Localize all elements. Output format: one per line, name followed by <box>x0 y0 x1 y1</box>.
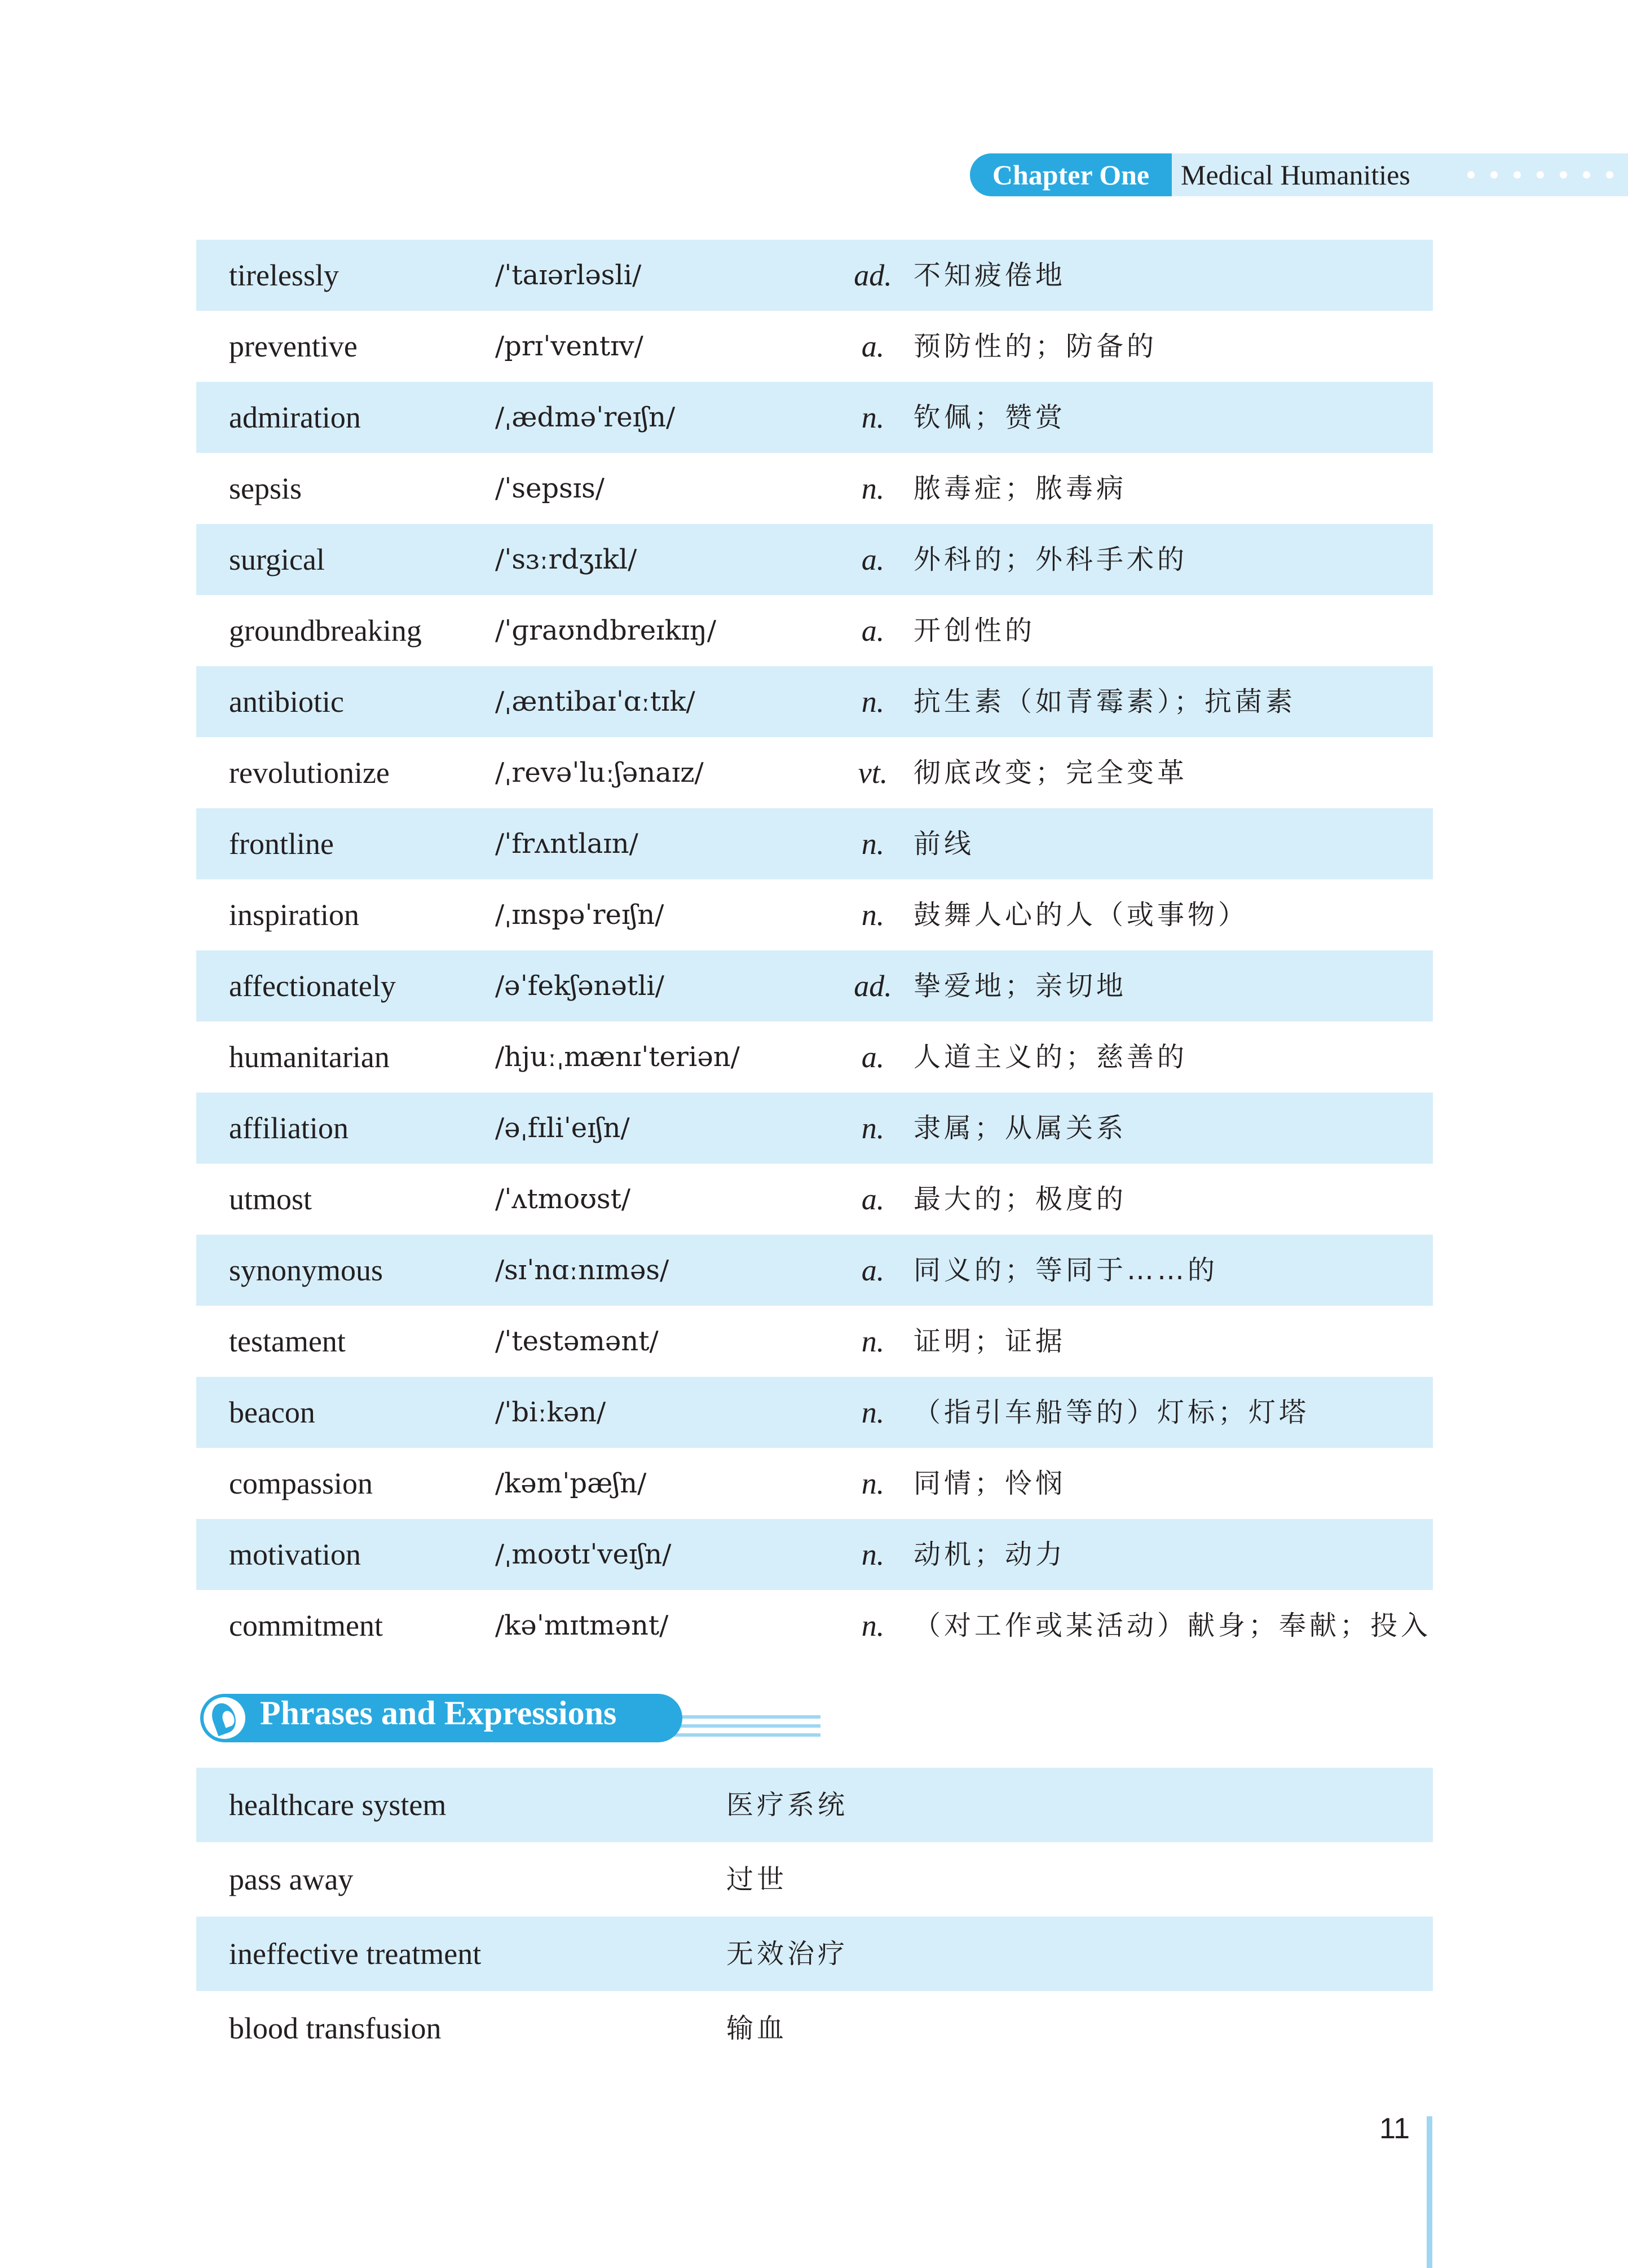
leaf-icon <box>204 1697 245 1739</box>
vocab-phonetic: /əˌfɪliˈeɪʃn/ <box>495 1112 630 1144</box>
vocab-phonetic: /ˈsepsɪs/ <box>495 473 605 504</box>
vocab-row <box>196 382 1433 453</box>
vocab-word: utmost <box>229 1182 312 1216</box>
vocab-phonetic: /ˌædməˈreɪʃn/ <box>495 402 676 433</box>
vocab-meaning: 抗生素（如青霉素）；抗菌素 <box>914 686 1296 717</box>
phrase-meaning: 无效治疗 <box>726 1938 849 1970</box>
vocab-phonetic: /ˈɡraʊndbreɪkɪŋ/ <box>495 615 717 646</box>
vocab-part-of-speech: n. <box>861 1395 885 1429</box>
vocab-part-of-speech: n. <box>861 685 885 719</box>
vocab-word: admiration <box>229 400 361 434</box>
vocab-meaning: 开创性的 <box>914 615 1036 646</box>
vocab-meaning: 脓毒症；脓毒病 <box>914 473 1127 504</box>
vocab-part-of-speech: a. <box>861 1253 885 1287</box>
vocab-row <box>196 1377 1433 1448</box>
vocab-part-of-speech: n. <box>861 1324 885 1358</box>
vocab-meaning: 钦佩；赞赏 <box>914 402 1066 433</box>
vocab-word: compassion <box>229 1467 373 1500</box>
vocab-word: antibiotic <box>229 685 344 719</box>
vocab-part-of-speech: a. <box>861 1182 885 1216</box>
vocab-part-of-speech: n. <box>861 1467 885 1500</box>
vocab-part-of-speech: a. <box>861 329 885 363</box>
vocab-meaning: 证明；证据 <box>914 1325 1066 1357</box>
chapter-label: Chapter One <box>970 153 1172 196</box>
vocab-word: groundbreaking <box>229 614 422 648</box>
vocab-word: beacon <box>229 1395 315 1429</box>
vocab-part-of-speech: ad. <box>854 969 892 1003</box>
vocab-phonetic: /ˌɪnspəˈreɪʃn/ <box>495 899 664 931</box>
vocab-part-of-speech: n. <box>861 1538 885 1571</box>
vocab-phonetic: /kəˈmɪtmənt/ <box>495 1610 669 1641</box>
vocab-meaning: 同义的；等同于……的 <box>914 1254 1219 1286</box>
vocab-word: frontline <box>229 827 334 861</box>
vocab-phonetic: /ˈbiːkən/ <box>495 1397 606 1428</box>
vocab-row <box>196 950 1433 1021</box>
vocab-phonetic: /ˌæntibaɪˈɑːtɪk/ <box>495 686 695 717</box>
vocab-row <box>196 1164 1433 1235</box>
vocab-row <box>196 311 1433 382</box>
vocab-row <box>196 1519 1433 1590</box>
vocab-word: testament <box>229 1324 346 1358</box>
vocab-row <box>196 595 1433 666</box>
vocab-row <box>196 666 1433 737</box>
vocab-word: revolutionize <box>229 756 390 790</box>
vocab-part-of-speech: vt. <box>858 756 888 790</box>
phrase-meaning: 医疗系统 <box>726 1789 849 1821</box>
vocab-meaning: 人道主义的；慈善的 <box>914 1041 1188 1073</box>
vocab-part-of-speech: n. <box>861 827 885 861</box>
vocab-word: affiliation <box>229 1111 348 1145</box>
vocab-part-of-speech: a. <box>861 614 885 648</box>
vocab-word: inspiration <box>229 898 359 932</box>
vocab-row <box>196 879 1433 950</box>
vocab-word: surgical <box>229 543 325 576</box>
vocab-word: tirelessly <box>229 258 339 292</box>
vocab-part-of-speech: a. <box>861 543 885 576</box>
vocab-phonetic: /əˈfekʃənətli/ <box>495 970 664 1002</box>
vocab-part-of-speech: n. <box>861 400 885 434</box>
vocab-word: preventive <box>229 329 358 363</box>
vocab-meaning: 外科的；外科手术的 <box>914 544 1188 575</box>
vocab-row <box>196 808 1433 879</box>
vocab-phonetic: /hjuːˌmænɪˈteriən/ <box>495 1041 740 1073</box>
vocab-row <box>196 1021 1433 1093</box>
vocab-phonetic: /sɪˈnɑːnɪməs/ <box>495 1254 669 1286</box>
vocab-meaning: 同情；怜悯 <box>914 1468 1066 1499</box>
vocab-row <box>196 524 1433 595</box>
vocab-word: sepsis <box>229 472 302 505</box>
chapter-title: Medical Humanities <box>1181 159 1410 191</box>
vocab-meaning: （指引车船等的）灯标；灯塔 <box>914 1397 1310 1428</box>
vocab-word: commitment <box>229 1609 383 1642</box>
vocab-phonetic: /ˈʌtmoʊst/ <box>495 1183 631 1215</box>
vocab-row <box>196 1306 1433 1377</box>
phrase-text: blood transfusion <box>229 2011 442 2045</box>
phrase-meaning: 过世 <box>726 1864 788 1895</box>
vocab-phonetic: /prɪˈventɪv/ <box>495 331 643 362</box>
vocab-meaning: 不知疲倦地 <box>914 259 1066 291</box>
phrases-table <box>196 1768 1433 2066</box>
phrase-row <box>196 1991 1433 2066</box>
vocab-meaning: 前线 <box>914 828 975 860</box>
vocab-word: synonymous <box>229 1253 383 1287</box>
phrase-text: healthcare system <box>229 1788 447 1822</box>
vocab-row <box>196 240 1433 311</box>
phrase-text: pass away <box>229 1862 354 1896</box>
vocab-phonetic: /kəmˈpæʃn/ <box>495 1468 647 1499</box>
vocab-meaning: 最大的；极度的 <box>914 1183 1127 1215</box>
phrase-meaning: 输血 <box>726 2012 788 2044</box>
phrase-row <box>196 1842 1433 1917</box>
vocab-meaning: 预防性的；防备的 <box>914 331 1158 362</box>
vocab-word: motivation <box>229 1538 361 1571</box>
phrase-row <box>196 1768 1433 1842</box>
vocab-row <box>196 1590 1433 1661</box>
vocab-phonetic: /ˌrevəˈluːʃənaɪz/ <box>495 757 704 789</box>
vocab-word: humanitarian <box>229 1040 390 1074</box>
vocab-phonetic: /ˈtaɪərləsli/ <box>495 259 642 291</box>
vocab-meaning: 挚爱地；亲切地 <box>914 970 1127 1002</box>
vocabulary-table <box>196 240 1433 1661</box>
vocab-part-of-speech: n. <box>861 1609 885 1642</box>
vocab-meaning: 隶属；从属关系 <box>914 1112 1127 1144</box>
vocab-part-of-speech: a. <box>861 1040 885 1074</box>
vocab-row <box>196 737 1433 808</box>
phrase-row <box>196 1917 1433 1991</box>
vocab-part-of-speech: n. <box>861 472 885 505</box>
phrase-text: ineffective treatment <box>229 1937 482 1971</box>
vocab-part-of-speech: n. <box>861 1111 885 1145</box>
vocab-meaning: 鼓舞人心的人（或事物） <box>914 899 1249 931</box>
heading-decoration-lines <box>668 1715 820 1738</box>
header-dots <box>1459 169 1623 180</box>
vocab-part-of-speech: n. <box>861 898 885 932</box>
vocab-row <box>196 1235 1433 1306</box>
vocab-meaning: 彻底改变；完全变革 <box>914 757 1188 789</box>
vocab-meaning: 动机；动力 <box>914 1539 1066 1570</box>
vocab-row <box>196 453 1433 524</box>
vocab-phonetic: /ˈfrʌntlaɪn/ <box>495 828 638 860</box>
vocab-phonetic: /ˈtestəmənt/ <box>495 1325 659 1357</box>
vocab-meaning: （对工作或某活动）献身；奉献；投入 <box>914 1610 1432 1641</box>
section-title: Phrases and Expressions <box>260 1694 617 1732</box>
vocab-phonetic: /ˈsɜːrdʒɪkl/ <box>495 544 637 575</box>
vocab-row <box>196 1448 1433 1519</box>
vocab-phonetic: /ˌmoʊtɪˈveɪʃn/ <box>495 1539 672 1570</box>
vocab-word: affectionately <box>229 969 396 1003</box>
vocab-part-of-speech: ad. <box>854 258 892 292</box>
margin-line <box>1427 2116 1432 2268</box>
chapter-header <box>970 153 1628 196</box>
vocab-row <box>196 1093 1433 1164</box>
phrases-section-heading <box>200 1694 820 1745</box>
page-number: 11 <box>1379 2112 1410 2145</box>
